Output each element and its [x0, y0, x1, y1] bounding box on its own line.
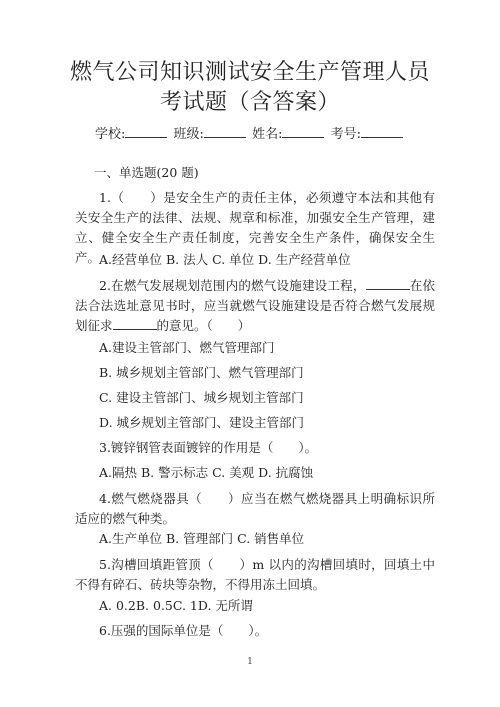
section-heading: 一、单选题(20 题): [94, 165, 199, 180]
question-2: [75, 276, 435, 336]
question-2-option-a: A.建设主管部门、燃气管理部门: [99, 340, 275, 355]
question-1: 1.（ ）是安全生产的责任主体，必须遵守本法和其他有关安全生产的法律、法规、规章和标准，加强安全生产管理，建立、健全安全生产责任制度，完善安全生产条件，确保安全生产。: [75, 190, 435, 265]
answer-blank: [113, 317, 157, 330]
page-number: 1: [247, 657, 253, 667]
question-2-option-b: B. 城乡规划主管部门、燃气管理部门: [99, 365, 304, 380]
school-blank: [125, 125, 167, 138]
question-2-option-d: D. 城乡规划主管部门、建设主管部门: [99, 415, 305, 430]
question-4-options: A.生产单位 B. 管理部门 C. 销售单位: [99, 531, 305, 546]
question-2-part-c: 的意见。（ ）: [156, 318, 251, 333]
question-3: 3.镀锌钢管表面镀锌的作用是（ ）。: [99, 440, 318, 455]
page-title: 燃气公司知识测试安全生产管理人员考试题（含答案）: [69, 60, 430, 115]
question-6: 6.压强的国际单位是（ ）。: [99, 623, 268, 638]
question-5-options: A. 0.2B. 0.5C. 1D. 无所谓: [99, 598, 253, 613]
class-label: 班级:: [173, 127, 204, 142]
question-5: 5.沟槽回填距管顶（ ）m 以内的沟槽回填时，回填土中不得有碎石、砖块等杂物，不得用冻土回填。: [75, 557, 435, 592]
question-4: 4.燃气燃烧器具（ ）应当在燃气燃烧器具上明确标识所适应的燃气种类。: [75, 491, 435, 526]
id-blank: [361, 125, 403, 138]
student-info-line: [0, 123, 500, 142]
id-label: 考号:: [330, 127, 361, 142]
name-label: 姓名:: [252, 127, 283, 142]
school-label: 学校:: [95, 127, 126, 142]
name-blank: [282, 125, 324, 138]
answer-blank: [366, 277, 410, 290]
question-1-options: A.经营单位 B. 法人 C. 单位 D. 生产经营单位: [99, 252, 351, 267]
question-3-options: A.隔热 B. 警示标志 C. 美观 D. 抗腐蚀: [99, 465, 314, 480]
question-2-option-c: C. 建设主管部门、城乡规划主管部门: [99, 390, 304, 405]
question-2-part-b: 在依法合法选址意见书时，应当就燃气设施建设是否符合燃气发展规划征求: [75, 278, 435, 333]
class-blank: [204, 125, 246, 138]
question-2-part-a: 2.在燃气发展规划范围内的燃气设施建设工程，: [99, 278, 366, 293]
